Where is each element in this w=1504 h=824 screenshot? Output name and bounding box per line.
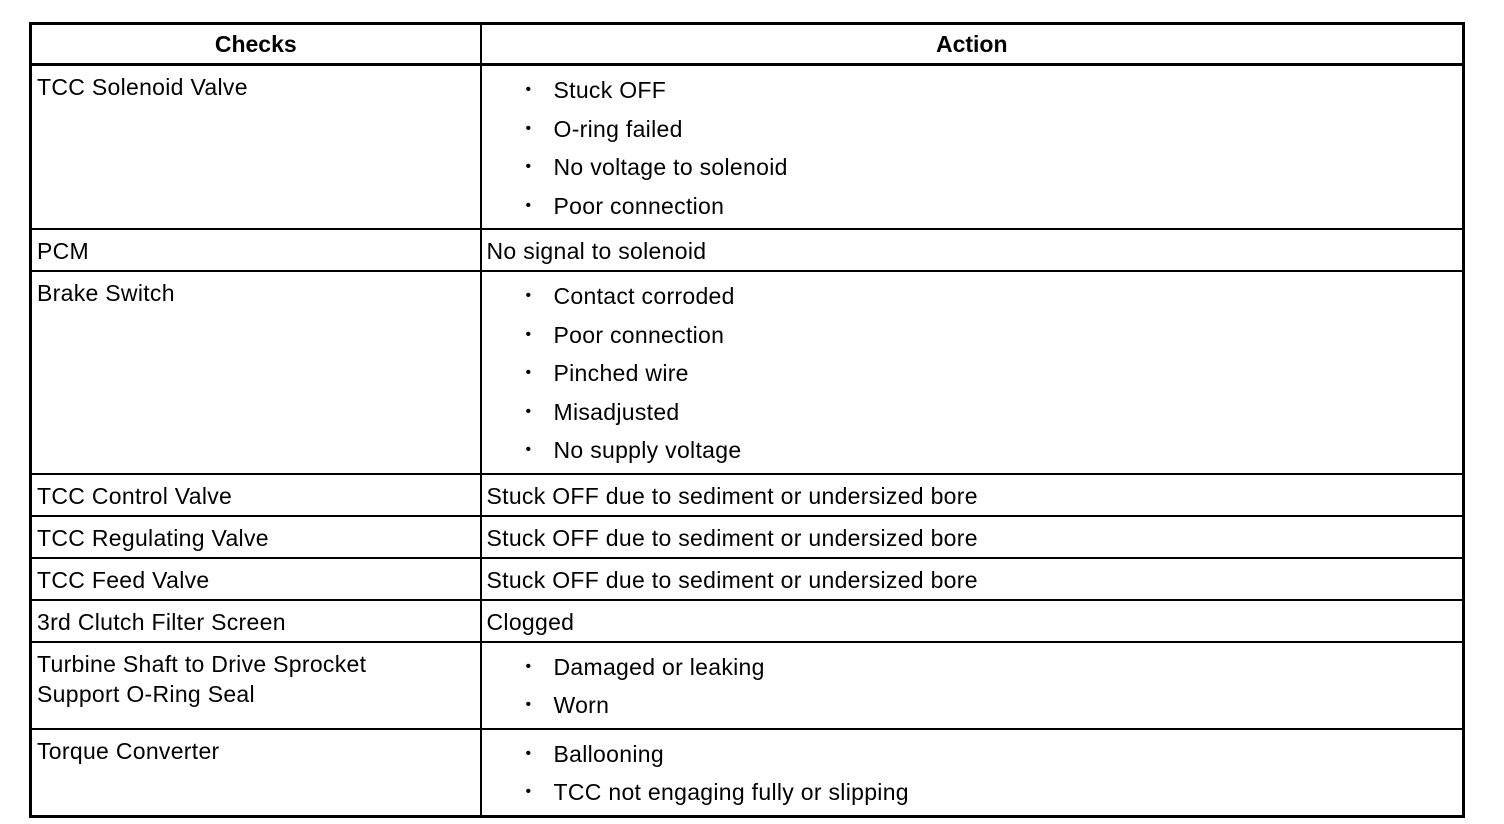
diagnostic-table [29,22,1465,818]
action-item [522,735,1463,774]
check-cell [31,558,481,600]
check-text: 3rd Clutch Filter Screen [37,608,286,635]
check-cell [31,729,481,817]
action-cell [481,729,1464,817]
table-row [31,474,1464,516]
check-text: Torque Converter [37,737,220,764]
action-list [482,643,1463,728]
action-item [522,148,1463,187]
action-item [522,393,1463,432]
action-item [522,354,1463,393]
action-item-text: No voltage to solenoid [553,154,788,180]
action-item-text: Stuck OFF [553,77,667,103]
bullet-icon: • [525,158,532,175]
bullet-icon: • [525,744,532,762]
action-cell [481,474,1464,516]
table-row [31,600,1464,642]
table-row [31,558,1464,600]
header-checks: Checks [31,24,481,65]
bullet-icon: • [525,783,532,800]
action-list [482,730,1463,815]
check-text: TCC Regulating Valve [37,524,269,551]
table-header-row [31,24,1464,65]
bullet-icon: • [525,196,532,214]
check-cell [31,516,481,558]
action-item [522,187,1463,226]
check-text: TCC Feed Valve [37,566,210,593]
bullet-icon: • [525,696,532,713]
action-item [522,648,1463,687]
action-item [522,773,1463,812]
action-item [522,686,1463,725]
action-cell [481,271,1464,474]
action-item [522,71,1463,110]
bullet-icon: • [525,81,532,98]
check-text: TCC Control Valve [37,482,233,509]
action-list [482,66,1463,228]
check-cell [31,229,481,271]
action-cell [481,642,1464,729]
action-item-text: Pinched wire [553,360,689,386]
bullet-icon: • [525,402,532,420]
action-item [522,110,1463,149]
action-cell [481,558,1464,600]
action-cell [481,516,1464,558]
check-cell [31,65,481,230]
bullet-icon: • [525,441,532,458]
action-item-text: Misadjusted [553,398,680,425]
action-item-text: Poor connection [553,192,725,219]
check-text [32,643,480,713]
action-text: Stuck OFF due to sediment or undersized bore [486,482,978,509]
action-item [522,431,1463,470]
bullet-icon: • [525,287,532,304]
table-row [31,229,1464,271]
action-list [482,272,1463,473]
check-text: PCM [37,238,90,264]
action-text: Stuck OFF due to sediment or undersized bore [486,566,978,593]
action-item-text: O-ring failed [553,115,683,142]
action-item-text: Ballooning [553,740,664,767]
table-row [31,729,1464,817]
action-cell [481,229,1464,271]
bullet-icon: • [525,657,532,675]
table-row [31,642,1464,729]
table-row [31,65,1464,230]
action-text: Stuck OFF due to sediment or undersized bore [486,524,978,551]
bullet-icon: • [525,119,532,137]
header-action: Action [481,24,1464,65]
action-item [522,316,1463,355]
action-item [522,277,1463,316]
check-cell [31,642,481,729]
table-row [31,271,1464,474]
action-item-text: No supply voltage [553,437,742,463]
action-item-text: Poor connection [553,321,725,348]
action-cell [481,600,1464,642]
action-cell [481,65,1464,230]
action-item-text: Worn [553,692,610,718]
check-cell [31,271,481,474]
table-row [31,516,1464,558]
check-cell [31,474,481,516]
check-text: TCC Solenoid Valve [37,74,248,100]
bullet-icon: • [525,364,532,381]
action-item-text: TCC not engaging fully or slipping [553,779,909,805]
action-item-text: Contact corroded [553,283,735,309]
check-text: Brake Switch [37,280,175,306]
action-item-text: Damaged or leaking [553,653,765,680]
action-text: Clogged [486,608,575,635]
check-text-line: Support O-Ring Seal [37,680,255,707]
check-text-line: Turbine Shaft to Drive Sprocket [37,650,367,677]
check-cell [31,600,481,642]
bullet-icon: • [525,325,532,343]
action-text: No signal to solenoid [486,238,707,264]
